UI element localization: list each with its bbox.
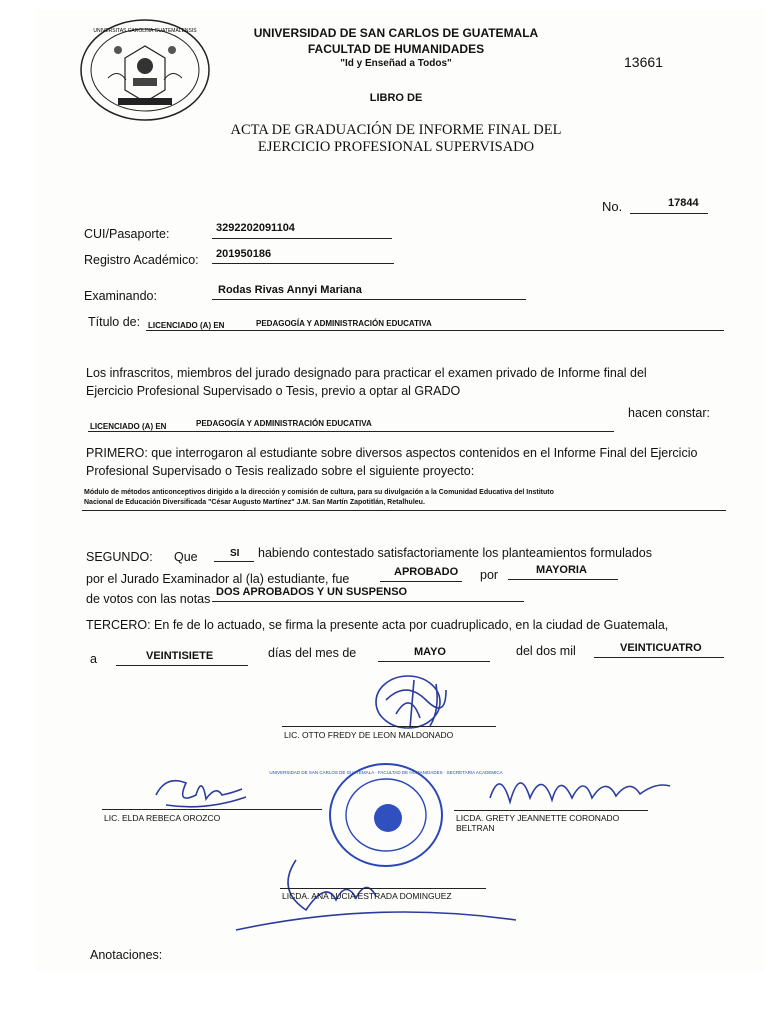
signatory-4: LICDA. ANA LUCIA ESTRADA DOMINGUEZ	[282, 891, 452, 901]
signature-3	[480, 758, 680, 814]
signature-2	[146, 765, 256, 815]
notas-value: DOS APROBADOS Y UN SUSPENSO	[216, 586, 408, 598]
registro-line	[212, 263, 394, 264]
anio-value: VEINTICUATRO	[620, 642, 702, 654]
acta-number-label: No.	[602, 199, 623, 214]
title-line-1: ACTA DE GRADUACIÓN DE INFORME FINAL DEL	[230, 122, 562, 138]
university-name: UNIVERSIDAD DE SAN CARLOS DE GUATEMALA	[253, 26, 539, 40]
dias-line	[116, 665, 248, 666]
modalidad-value: MAYORIA	[536, 564, 587, 576]
motto: "Id y Enseñad a Todos"	[340, 58, 452, 69]
titulo-prefix: LICENCIADO (A) EN	[148, 321, 225, 330]
notas-line	[212, 601, 524, 602]
grado-line	[88, 431, 614, 432]
resultado-line	[380, 581, 462, 582]
segundo-si: SI	[230, 548, 240, 559]
examinando-line	[212, 299, 526, 300]
anotaciones-label: Anotaciones:	[90, 948, 163, 962]
intro-line-2: Ejercicio Profesional Supervisado o Tesis, previo a optar al GRADO	[86, 384, 461, 398]
titulo-line	[146, 330, 724, 331]
document-number: 13661	[624, 54, 663, 70]
proyecto-line	[82, 510, 726, 511]
proyecto-line-1: Módulo de métodos anticonceptivos dirigido a la dirección y comisión de cultura, para su divulgación a la Comunidad Educativa del Instituto	[84, 489, 554, 496]
primero-line-2: Profesional Supervisado o Tesis realizado sobre el siguiente proyecto:	[86, 464, 475, 478]
seal-text: UNIVERSITAS CAROLINA GUATEMALENSIS	[93, 28, 197, 34]
tercero-text: TERCERO: En fe de lo actuado, se firma la presente acta por cuadruplicado, en la ciudad de Guatemala,	[86, 618, 669, 632]
examinando-value: Rodas Rivas Annyi Mariana	[218, 284, 362, 296]
a-text: a	[90, 652, 97, 666]
mes-value: MAYO	[414, 646, 446, 658]
resultado-value: APROBADO	[394, 566, 459, 578]
faculty-name: FACULTAD DE HUMANIDADES	[307, 42, 485, 56]
cui-line	[212, 238, 392, 239]
dias-text: días del mes de	[268, 646, 357, 660]
segundo-label: SEGUNDO:	[86, 550, 153, 564]
anio-line	[594, 657, 724, 658]
titulo-label: Título de:	[88, 315, 141, 329]
primero-line-1: PRIMERO: que interrogaron al estudiante sobre diversos aspectos contenidos en el Informe Final del Ejercicio	[86, 446, 698, 460]
registro-label: Registro Académico:	[84, 253, 199, 267]
sig-line-3	[454, 810, 648, 811]
intro-line-1: Los infrascritos, miembros del jurado designado para practicar el examen privado de Informe final del	[86, 366, 647, 380]
por-text: por	[480, 568, 499, 582]
stamp-text: UNIVERSIDAD DE SAN CARLOS DE GUATEMALA · FACULTAD DE HUMANIDADES · SECRETARIA ACADEMICA	[269, 770, 503, 775]
signatory-3-line-1: LICDA. GRETY JEANNETTE CORONADO	[456, 813, 620, 823]
sig-line-1	[282, 726, 496, 727]
document-page	[36, 10, 764, 972]
sig-line-2	[102, 809, 322, 810]
registro-value: 201950186	[216, 248, 272, 260]
acta-number-value: 17844	[668, 197, 699, 209]
cui-label: CUI/Pasaporte:	[84, 227, 170, 241]
hacen-constar: hacen constar:	[628, 406, 710, 420]
jurado-text: por el Jurado Examinador al (la) estudiante, fue	[86, 572, 350, 586]
signatory-3-line-2: BELTRAN	[456, 823, 495, 833]
book-label: LIBRO DE	[369, 92, 423, 104]
university-seal	[78, 18, 212, 122]
proyecto-line-2: Nacional de Educación Diversificada "César Augusto Martínez" J.M. San Martín Zapotitlán, Retalhuleu.	[84, 499, 425, 506]
segundo-rest: habiendo contestado satisfactoriamente los planteamientos formulados	[258, 546, 652, 560]
votos-text: de votos con las notas	[86, 592, 211, 606]
title-line-2: EJERCICIO PROFESIONAL SUPERVISADO	[257, 139, 535, 155]
anio-text: del dos mil	[516, 644, 576, 658]
acta-number-line	[630, 213, 708, 214]
mes-line	[378, 661, 490, 662]
signatory-2: LIC. ELDA REBECA OROZCO	[104, 813, 221, 823]
titulo-value: PEDAGOGÍA Y ADMINISTRACIÓN EDUCATIVA	[256, 319, 432, 328]
modalidad-line	[508, 579, 618, 580]
sig-line-4	[280, 888, 486, 889]
grado-prefix: LICENCIADO (A) EN	[90, 422, 167, 431]
segundo-si-line	[214, 561, 254, 562]
dias-value: VEINTISIETE	[146, 650, 214, 662]
signature-1	[366, 670, 466, 734]
grado-value: PEDAGOGÍA Y ADMINISTRACIÓN EDUCATIVA	[196, 419, 372, 428]
segundo-que: Que	[174, 550, 198, 564]
cui-value: 3292202091104	[216, 222, 295, 234]
examinando-label: Examinando:	[84, 289, 157, 303]
signatory-1: LIC. OTTO FREDY DE LEON MALDONADO	[284, 730, 454, 740]
